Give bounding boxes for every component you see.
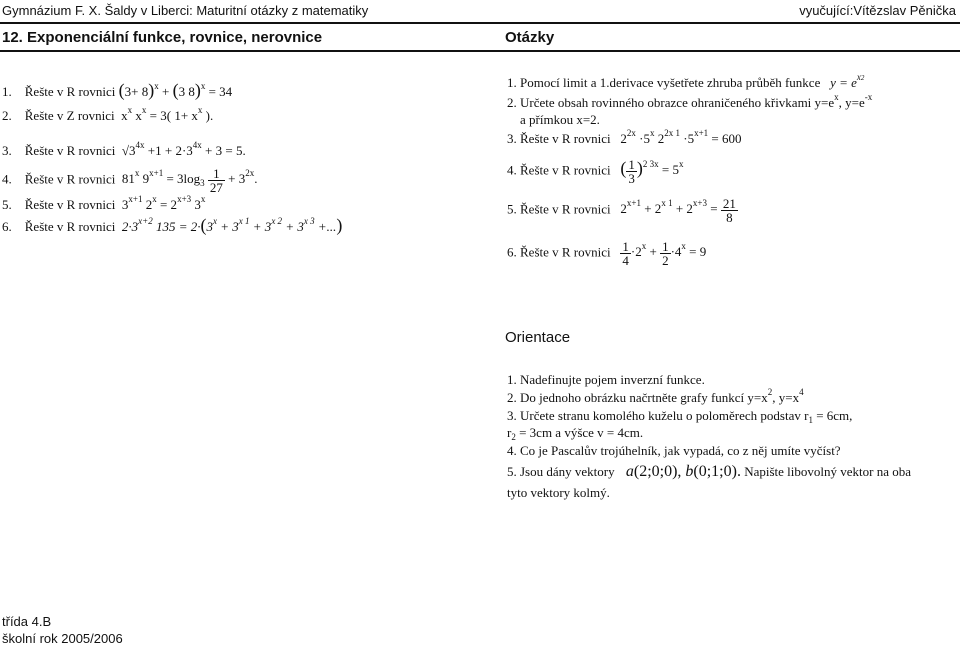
footer-class: třída 4.B xyxy=(2,614,52,629)
right-eq-3: $2^{2x} \cdot 5^x$ $2^{2x 1} \cdot 5^{x+1} = 600$ xyxy=(613,128,742,146)
orientation-eq-5: a(2;0;0), b(0;1;0). xyxy=(625,463,741,480)
orientation-item-4: 4. Co je Pascalův trojúhelník, jak vypadá, co z něj umíte vyčíst? xyxy=(507,443,841,458)
left-eq-4: 81$^x$ $9^{x+1} = 3\log_3$ $\frac{1}{27}$ + $3^{2x}$. xyxy=(118,166,258,195)
header-rule xyxy=(0,22,960,24)
left-item-6: 6. Řešte v R rovnici $2\cdot 3^{x+2}$ $135 = 2\cdot(3^x + 3^{x 1} + 3^{x 2} + 3^{x 3}$ +...) xyxy=(2,215,343,235)
left-item-1: 1. Řešte v R rovnici $(3+ 8)^x + (3$ 8)$^x$ = 34 xyxy=(2,80,233,100)
right-item-2b: a přímkou x=2. xyxy=(520,112,600,127)
orientation-item-5: 5. Jsou dány vektory a(2;0;0), b(0;1;0). Napište libovolný vektor na oba xyxy=(507,463,912,480)
right-eq-4: ( $\frac{1}{3}$ )$^{2 3x} = 5^x$ xyxy=(620,157,684,186)
right-item-6: 6. Řešte v R rovnici $\frac{1}{4}$ $\cdot 2^x$ + $\frac{1}{2}$ $\cdot 4^x = 9$ xyxy=(507,239,707,268)
orientation-item-1: 1. Nadefinujte pojem inverzní funkce. xyxy=(507,372,705,387)
left-item-3: 3. Řešte v R rovnici $√3^{4x} +1 + 2\cdot 3^{4x} + 3 = 5$. xyxy=(2,140,246,158)
orientation-item-2: 2. Do jednoho obrázku načrtněte grafy funkcí $y=x^2$, $y=x^4$ xyxy=(507,387,804,405)
left-eq-6: $2\cdot 3^{x+2}$ $135 = 2\cdot(3^x + 3^{x 1} + 3^{x 2} + 3^{x 3}$ +...) xyxy=(118,215,343,235)
header-school: Gymnázium F. X. Šaldy v Liberci: Maturitní otázky z matematiky xyxy=(2,3,369,18)
left-eq-1: $(3+ 8)^x + (3$ 8)$^x$ = 34 xyxy=(118,80,233,100)
header-teacher: vyučující:Vítězslav Pěnička xyxy=(799,3,956,18)
left-item-4: 4. Řešte v R rovnici 81$^x$ $9^{x+1} = 3\log_3$ $\frac{1}{27}$ + $3^{2x}$. xyxy=(2,166,258,195)
section-rule xyxy=(0,50,960,52)
right-item-1: 1. Pomocí limit a 1.derivace vyšetřete zhruba průběh funkce $y = e^{x2}$ xyxy=(507,72,865,90)
left-eq-3: $√3^{4x} +1 + 2\cdot 3^{4x} + 3 = 5$. xyxy=(118,140,246,158)
topic-title: 12. Exponenciální funkce, rovnice, nerovnice xyxy=(2,29,323,46)
right-eq-6: $\frac{1}{4}$ $\cdot 2^x$ + $\frac{1}{2}$ $\cdot 4^x = 9$ xyxy=(622,239,707,268)
footer-year: školní rok 2005/2006 xyxy=(2,631,123,646)
left-eq-5: $3^{x+1}$ $2^x = 2^{x+3}$ 3$^x$ xyxy=(118,194,206,212)
right-eq-1: $y = e^{x2}$ xyxy=(823,72,865,90)
right-item-2: 2. Určete obsah rovinného obrazce ohraničeného křivkami $y=e^x$, $y=e^{-x}$ xyxy=(507,92,873,110)
right-item-4: 4. Řešte v R rovnici ( $\frac{1}{3}$ )$^{2 3x} = 5^x$ xyxy=(507,157,684,186)
orientation-item-3: 3. Určete stranu komolého kuželu o poloměrech podstav $r_1 = 6cm$, xyxy=(507,408,853,425)
right-item-3: 3. Řešte v R rovnici $2^{2x} \cdot 5^x$ $2^{2x 1} \cdot 5^{x+1} = 600$ xyxy=(507,128,742,146)
questions-heading: Otázky xyxy=(505,29,555,46)
orientation-item-5b: tyto vektory kolmý. xyxy=(507,485,610,500)
right-eq-5: $2^{x+1} + 2^{x 1} + 2^{x+3}$ = $\frac{21}{8}$ xyxy=(613,196,736,225)
left-item-5: 5. Řešte v R rovnici $3^{x+1}$ $2^x = 2^{x+3}$ 3$^x$ xyxy=(2,194,206,212)
orientation-item-3b: $r_2 = 3cm$ a výšce v = 4cm. xyxy=(507,425,644,442)
left-eq-2: $x^x$ $x^x = 3$( $1+ x^x$ ). xyxy=(117,105,214,123)
left-item-2: 2. Řešte v Z rovnici $x^x$ $x^x = 3$( $1+ x^x$ ). xyxy=(2,105,214,123)
orientation-heading: Orientace xyxy=(505,329,571,346)
right-item-5: 5. Řešte v R rovnici $2^{x+1} + 2^{x 1} + 2^{x+3}$ = $\frac{21}{8}$ xyxy=(507,196,736,225)
